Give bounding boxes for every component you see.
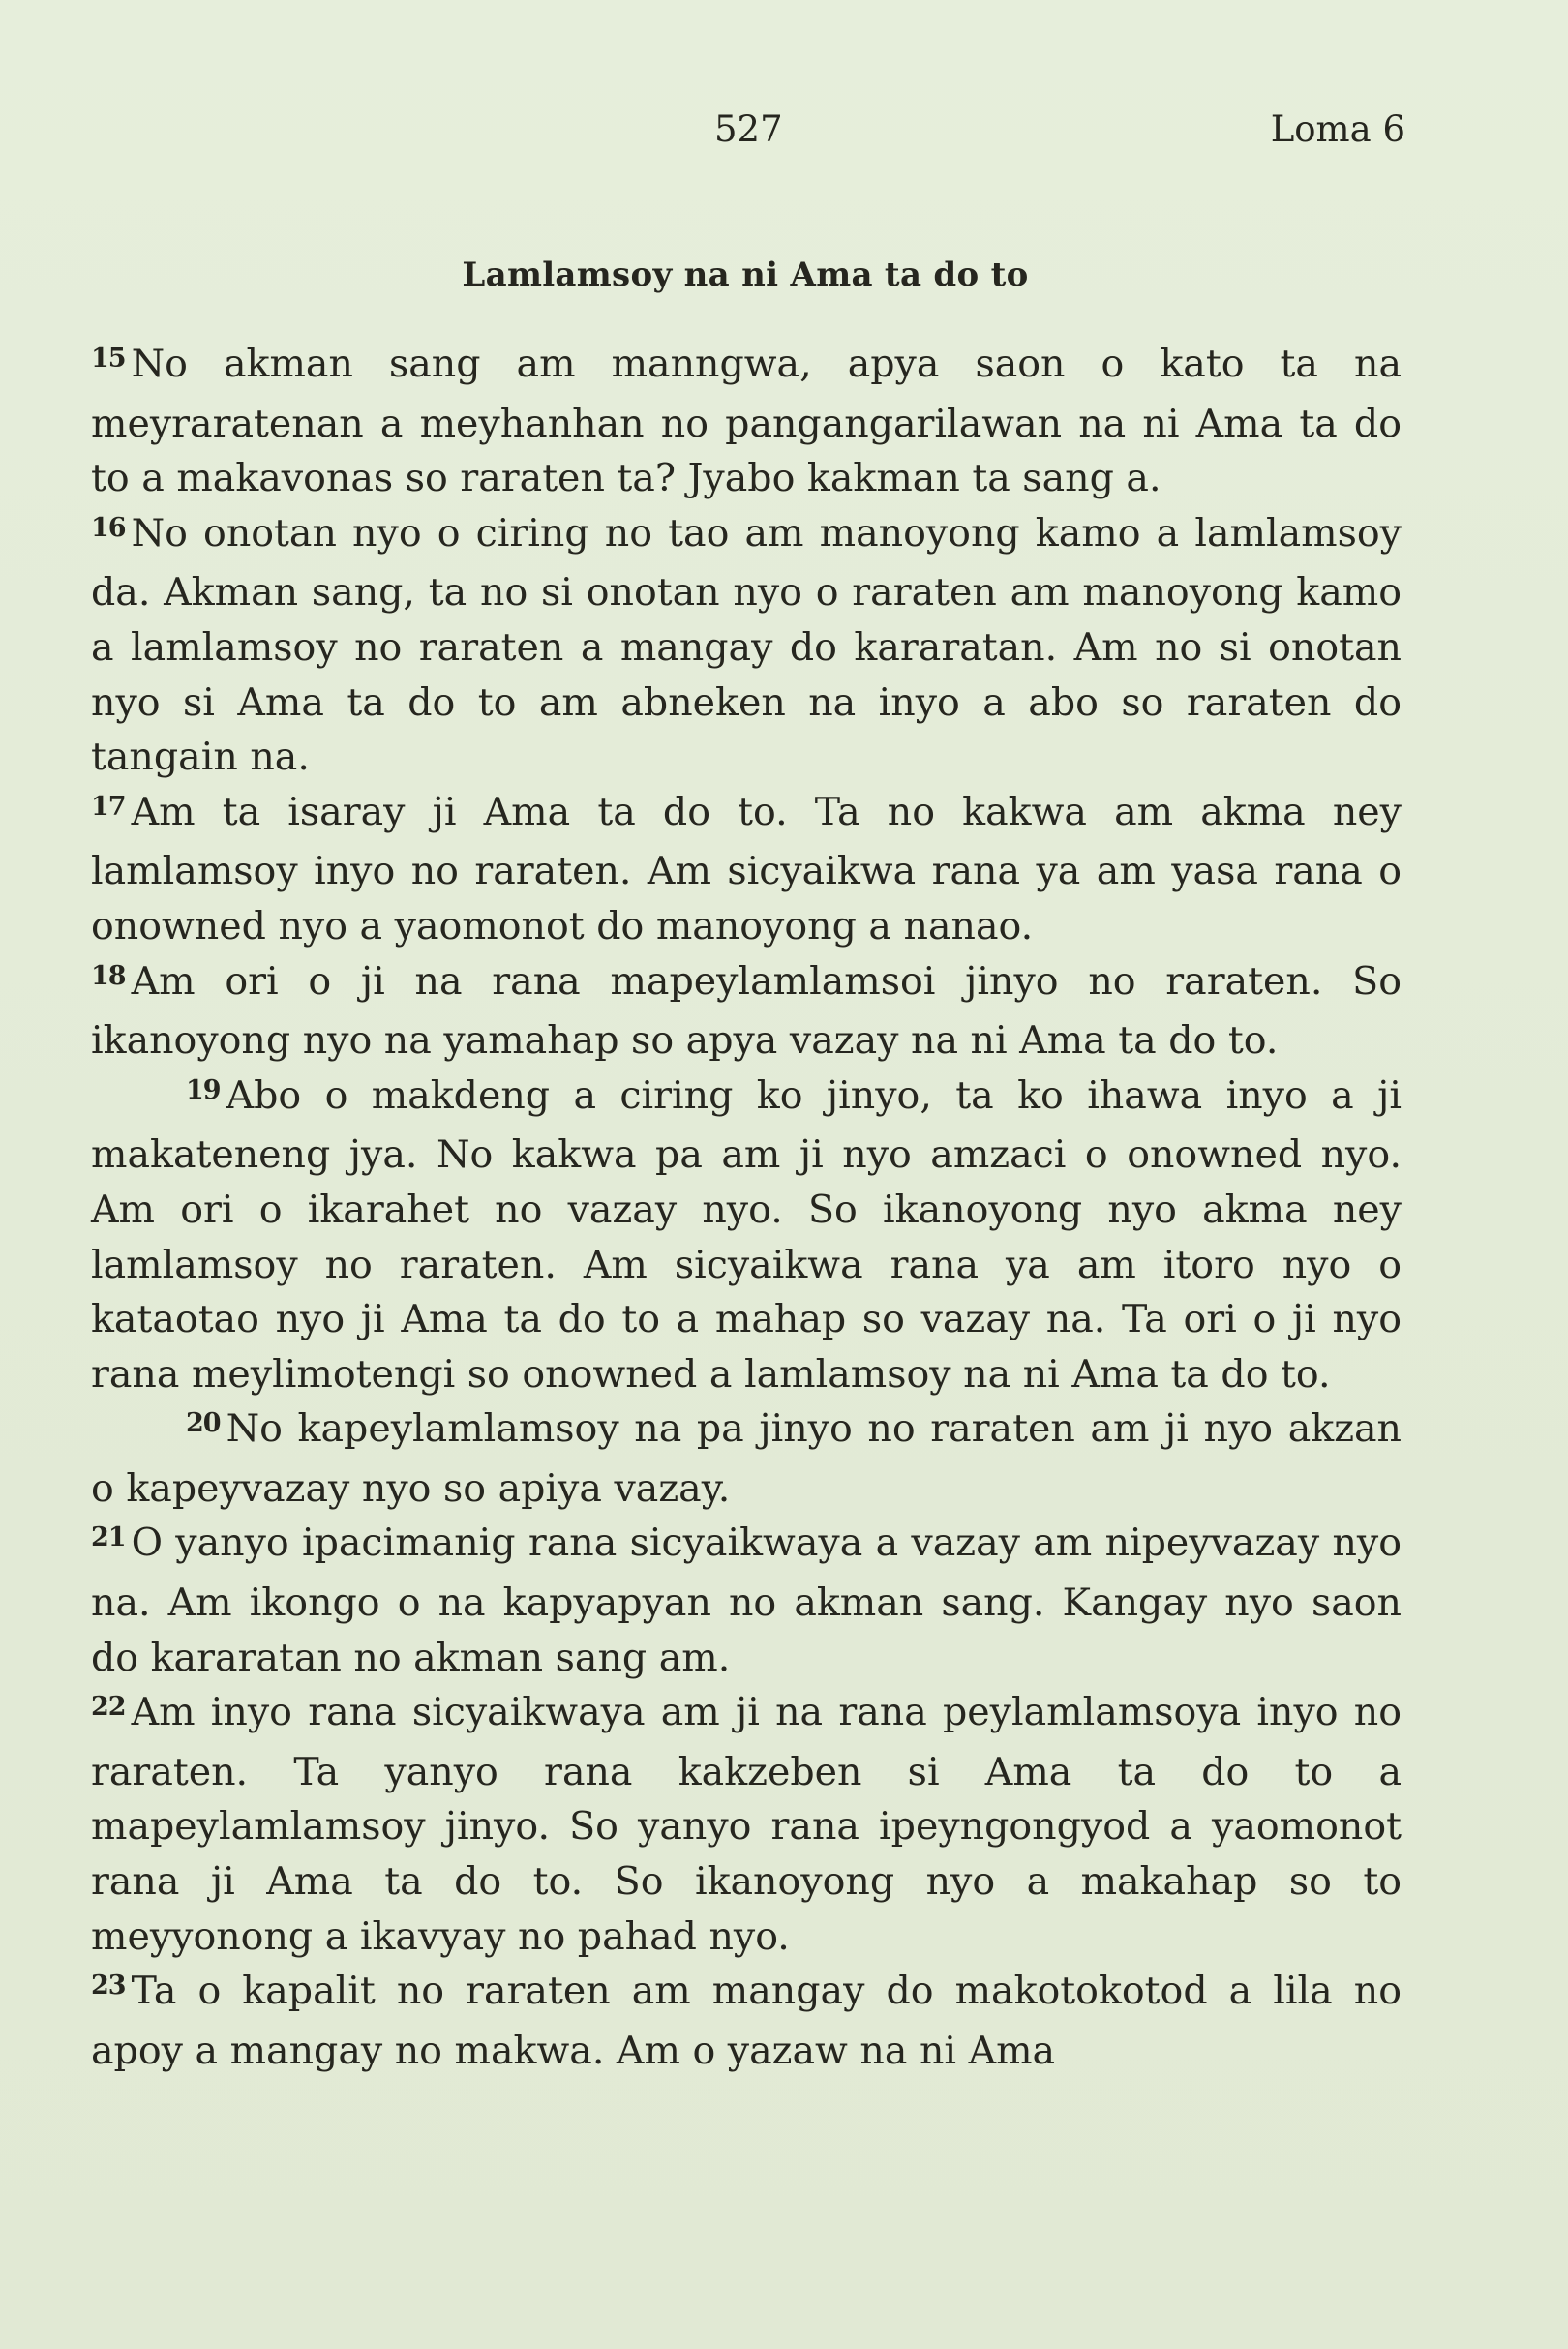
verse-18 xyxy=(91,954,1402,1069)
page-header xyxy=(0,108,1568,166)
verse-22 xyxy=(91,1685,1402,1964)
verse-text: Abo o makdeng a ciring ko jinyo, ta ko ihawa inyo a ji makateneng jya. No kakwa pa am ji nyo amzaci o onowned nyo. Am ori o ikarahet no vazay nyo. So ikanoyong nyo akma ney lamlamsoy no raraten. Am sicyaikwa rana ya am itoro nyo o kataotao nyo ji Ama ta do to a mahap so vazay na. Ta ori o ji nyo rana meylimotengi so onowned a lamlamsoy na ni Ama ta do to. xyxy=(91,1072,1402,1397)
verse-number: 15 xyxy=(91,344,126,374)
verse-number: 20 xyxy=(186,1408,221,1439)
verse-number: 22 xyxy=(91,1692,126,1723)
verse-17 xyxy=(91,785,1402,954)
verse-23 xyxy=(91,1964,1402,2078)
running-head: Loma 6 xyxy=(1270,108,1405,150)
verse-text: No kapeylamlamsoy na pa jinyo no raraten am ji nyo akzan o kapeyvazay nyo so apiya vazay. xyxy=(91,1406,1402,1511)
verse-number: 17 xyxy=(91,791,126,822)
body-text xyxy=(91,337,1402,2078)
verse-19 xyxy=(91,1069,1402,1402)
verse-text: No akman sang am manngwa, apya saon o kato ta na meyraratenan a meyhanhan no pangangarilawan na ni Ama ta do to a makavonas so raraten ta? Jyabo kakman ta sang a. xyxy=(91,342,1402,501)
verse-number: 19 xyxy=(186,1074,221,1105)
verse-16 xyxy=(91,506,1402,785)
verse-number: 21 xyxy=(91,1522,126,1553)
verse-text: Am inyo rana sicyaikwaya am ji na rana peylamlamsoya inyo no raraten. Ta yanyo rana kakzeben si Ama ta do to a mapeylamlamsoy jinyo. So yanyo rana ipeyngongyod a yaomonot rana ji Ama ta do to. So ikanoyong nyo a makahap so to meyyonong a ikavyay no pahad nyo. xyxy=(91,1690,1402,1959)
verse-text: O yanyo ipacimanig rana sicyaikwaya a vazay am nipeyvazay nyo na. Am ikongo o na kapyapyan no akman sang. Kangay nyo saon do kararatan no akman sang am. xyxy=(91,1521,1402,1680)
verse-text: No onotan nyo o ciring no tao am manoyong kamo a lamlamsoy da. Akman sang, ta no si onotan nyo o raraten am manoyong kamo a lamlamsoy no raraten a mangay do kararatan. Am no si onotan nyo si Ama ta do to am abneken na inyo a abo so raraten do tangain na. xyxy=(91,510,1402,780)
verse-number: 23 xyxy=(91,1971,126,2002)
verse-21 xyxy=(91,1516,1402,1685)
verse-text: Am ta isaray ji Ama ta do to. Ta no kakwa am akma ney lamlamsoy inyo no raraten. Am sicyaikwa rana ya am yasa rana o onowned nyo a yaomonot do manoyong a nanao. xyxy=(91,789,1402,949)
verse-15 xyxy=(91,337,1402,506)
verse-number: 16 xyxy=(91,512,126,543)
page-number: 527 xyxy=(714,108,783,150)
section-title: Lamlamsoy na ni Ama ta do to xyxy=(462,256,1029,294)
verse-text: Ta o kapalit no raraten am mangay do makotokotod a lila no apoy a mangay no makwa. Am o yazaw na ni Ama xyxy=(91,1969,1402,2073)
verse-text: Am ori o ji na rana mapeylamlamsoi jinyo no raraten. So ikanoyong nyo na yamahap so apya vazay na ni Ama ta do to. xyxy=(91,958,1402,1064)
verse-20 xyxy=(91,1401,1402,1516)
verse-number: 18 xyxy=(91,960,126,991)
